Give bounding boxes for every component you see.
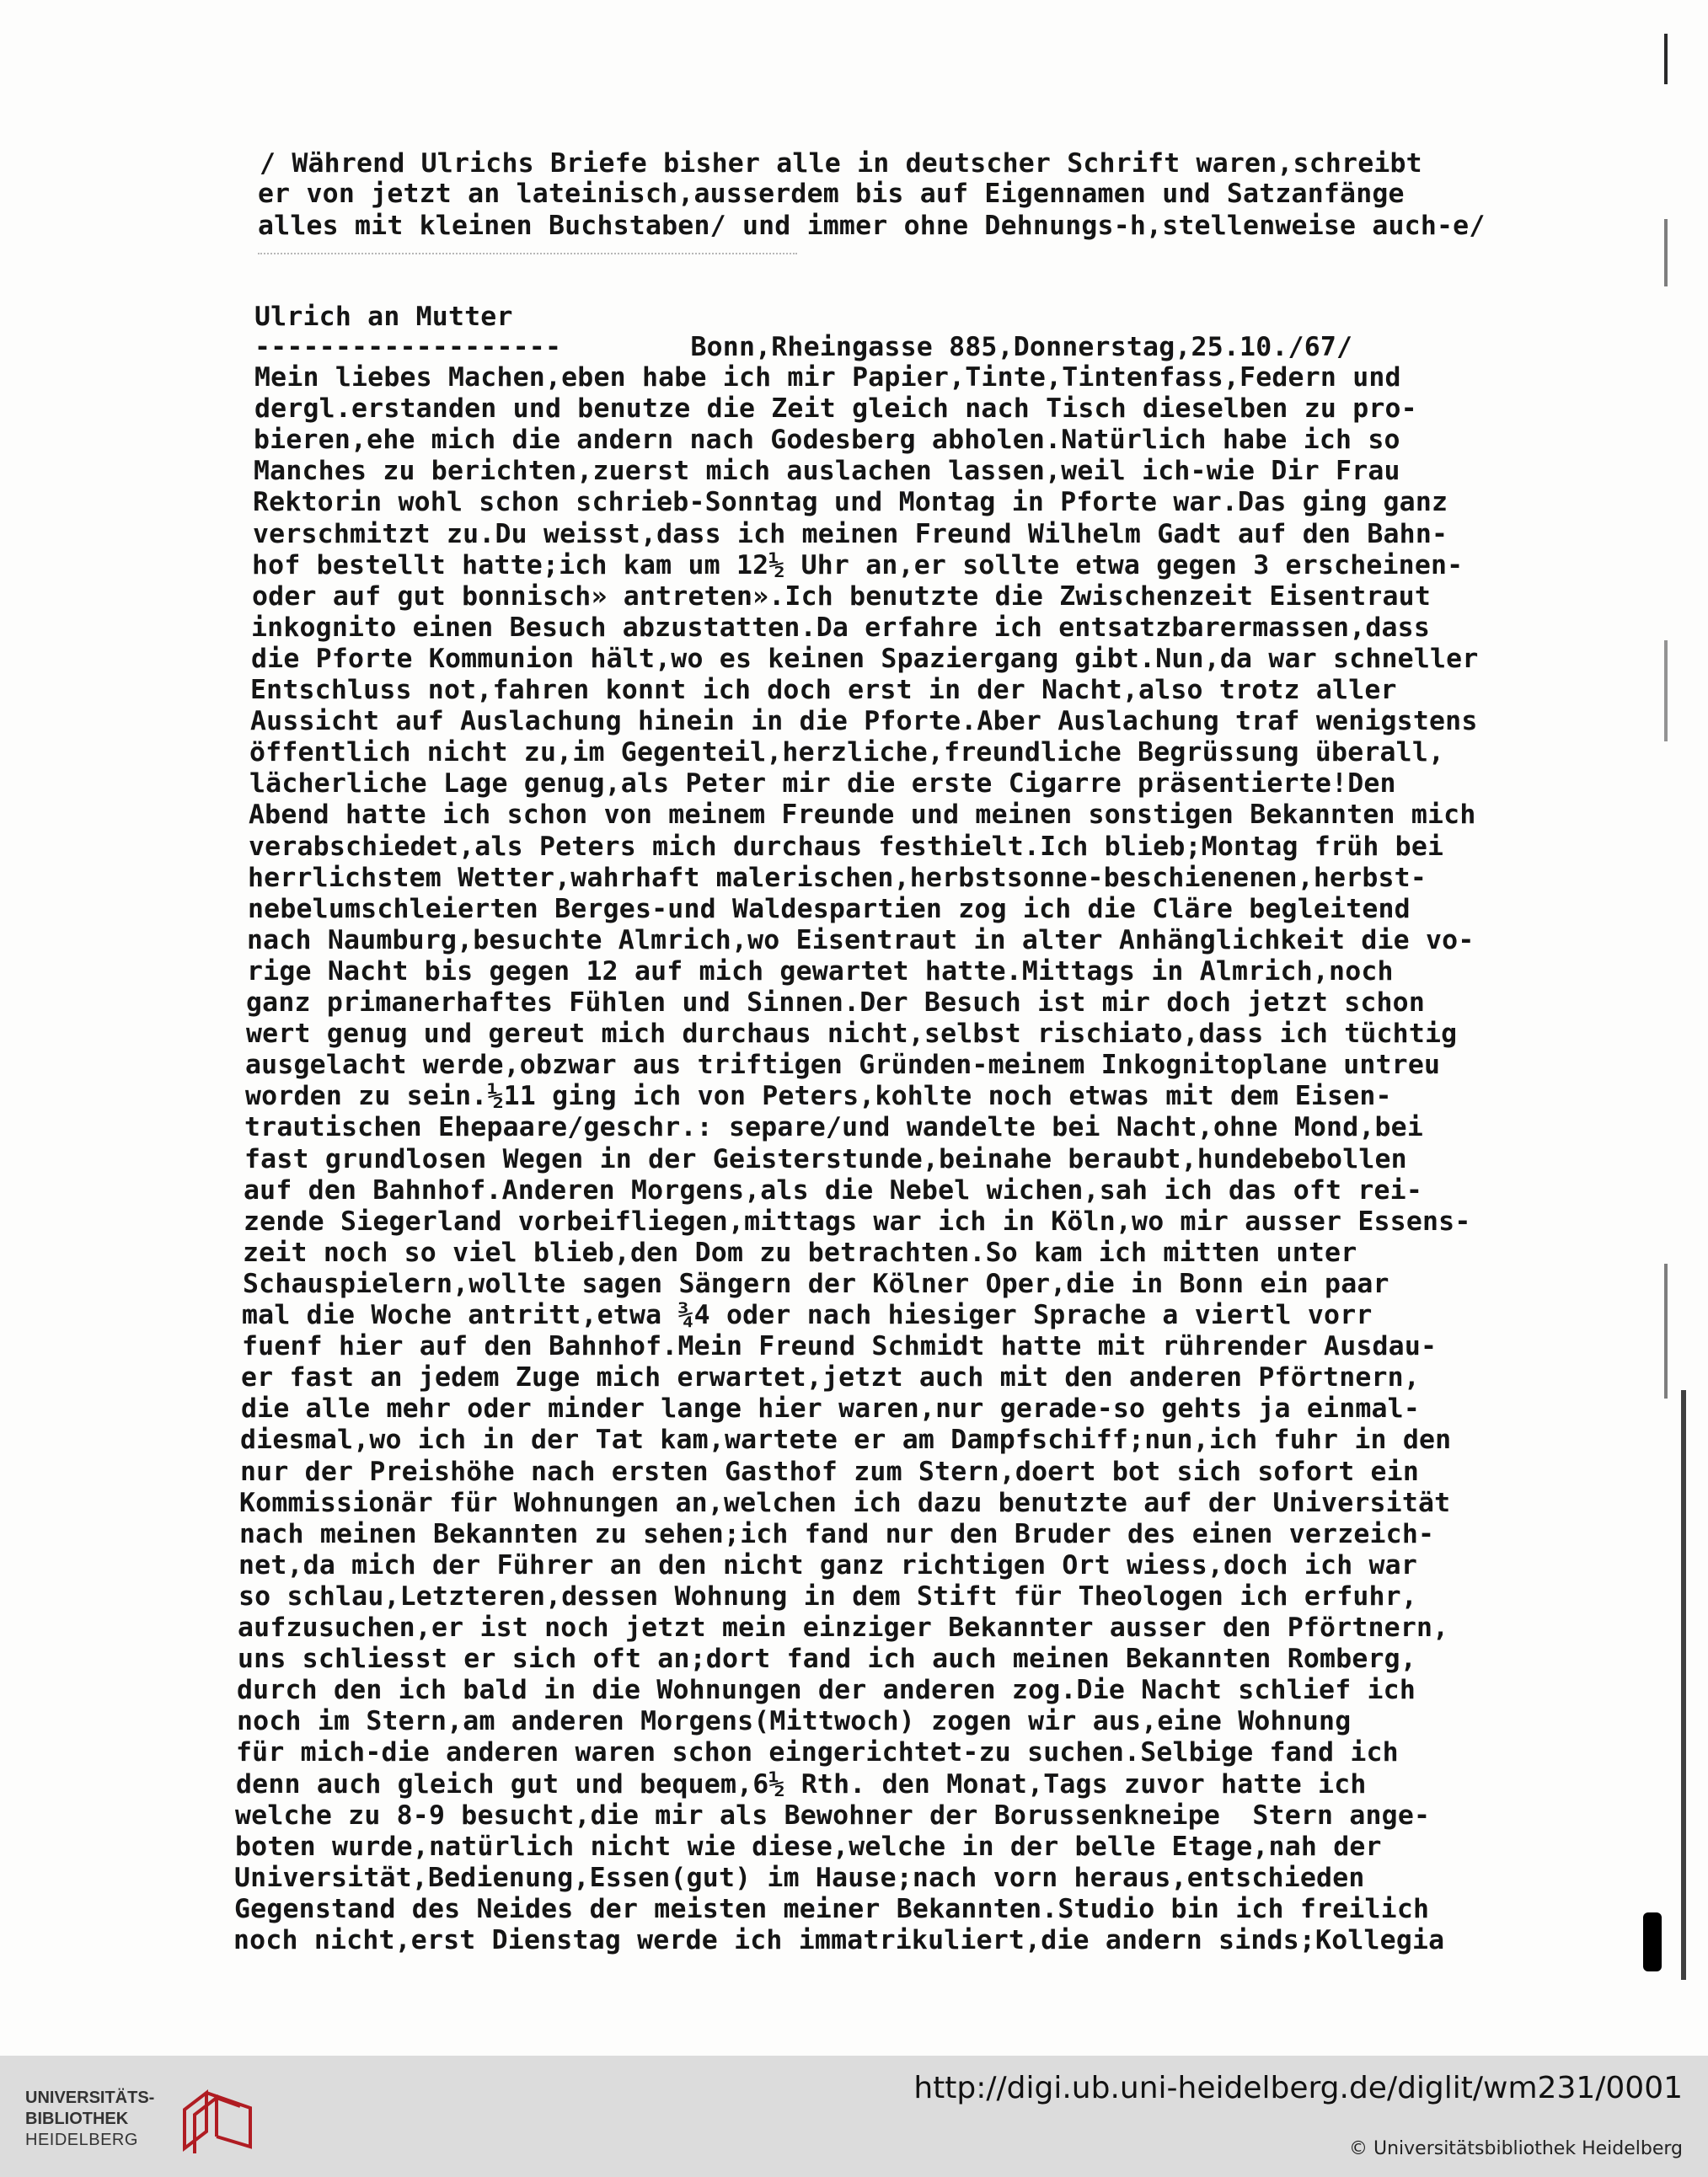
library-logo xyxy=(25,2083,244,2158)
typescript-line: nach Naumburg,besuchte Almrich,wo Eisentraut in alter Anhänglichkeit die vo- xyxy=(247,925,1475,955)
typescript-line: Ulrich an Mutter xyxy=(254,302,513,332)
typescript-line: fuenf hier auf den Bahnhof.Mein Freund Schmidt hatte mit rührender Ausdau- xyxy=(242,1331,1438,1361)
typescript-line: Universität,Bedienung,Essen(gut) im Hause;nach vorn heraus,entschieden xyxy=(234,1863,1365,1893)
typescript-line: fast grundlosen Wegen in der Geisterstunde,beinahe beraubt,hundebebollen xyxy=(244,1144,1407,1174)
typescript-line: zeit noch so viel blieb,den Dom zu betrachten.So kam ich mitten unter xyxy=(243,1238,1357,1268)
typescript-line: auf den Bahnhof.Anderen Morgens,als die Nebel wichen,sah ich das oft rei- xyxy=(244,1175,1423,1206)
typescript-line: verschmitzt zu.Du weisst,dass ich meinen Freund Wilhelm Gadt auf den Bahn- xyxy=(253,519,1448,549)
typescript-line: noch im Stern,am anderen Morgens(Mittwoch) zogen wir aus,eine Wohnung xyxy=(237,1706,1352,1736)
typescript-line: die Pforte Kommunion hält,wo es keinen Spaziergang gibt.Nun,da war schneller xyxy=(251,644,1479,674)
typescript-line: ausgelacht werde,obzwar aus triftigen Gründen-meinem Inkognitoplane untreu xyxy=(245,1050,1441,1080)
typescript-line: alles mit kleinen Buchstaben/ und immer ohne Dehnungs-h,stellenweise auch-e/ xyxy=(258,211,1486,241)
typescript-line: welche zu 8-9 besucht,die mir als Bewohner der Borussenkneipe Stern ange- xyxy=(235,1800,1431,1831)
footer-bar xyxy=(0,2056,1708,2177)
typescript-line: nach meinen Bekannten zu sehen;ich fand nur den Bruder des einen verzeich- xyxy=(239,1519,1435,1549)
typescript-line: zende Siegerland vorbeifliegen,mittags war ich in Köln,wo mir ausser Essens- xyxy=(244,1206,1471,1237)
typescript-line: Gegenstand des Neides der meisten meiner Bekannten.Studio bin ich freilich xyxy=(234,1894,1430,1924)
typescript-line: worden zu sein.½11 ging ich von Peters,kohlte noch etwas mit dem Eisen- xyxy=(245,1081,1392,1111)
typescript-line: oder auf gut bonnisch» antreten».Ich benutzte die Zwischenzeit Eisentraut xyxy=(252,581,1432,612)
typescript-line: ------------------- Bonn,Rheingasse 885,Donnerstag,25.10./67/ xyxy=(254,332,1353,362)
typescript-line: bieren,ehe mich die andern nach Godesberg abholen.Natürlich habe ich so xyxy=(254,425,1400,455)
typescript-line: trautischen Ehepaare/geschr.: separe/und wandelte bei Nacht,ohne Mond,bei xyxy=(244,1112,1424,1142)
typescript-line: lächerliche Lage genug,als Peter mir die erste Cigarre präsentierte!Den xyxy=(249,768,1396,799)
typescript-line: nur der Preishöhe nach ersten Gasthof zum Stern,doert bot sich sofort ein xyxy=(240,1457,1420,1487)
typescript-line: nebelumschleierten Berges-und Waldespartien zog ich die Cläre begleitend xyxy=(248,894,1411,924)
typescript-line: noch nicht,erst Dienstag werde ich immatrikuliert,die andern sinds;Kollegia xyxy=(233,1925,1445,1955)
typescript-line: herrlichstem Wetter,wahrhaft malerischen,herbstsonne-beschienenen,herbst- xyxy=(248,863,1427,893)
typescript-line: er von jetzt an lateinisch,ausserdem bis auf Eigennamen und Satzanfänge xyxy=(258,179,1405,209)
typescript-line: Schauspielern,wollte sagen Sängern der Kölner Oper,die in Bonn ein paar xyxy=(243,1269,1389,1299)
typescript-line: verabschiedet,als Peters mich durchaus festhielt.Ich blieb;Montag früh bei xyxy=(249,832,1444,862)
typescript-line: Manches zu berichten,zuerst mich auslachen lassen,weil ich-wie Dir Frau xyxy=(254,456,1400,486)
typescript-line: mal die Woche antritt,etwa ¾4 oder nach hiesiger Sprache a viertl vorr xyxy=(242,1300,1373,1330)
typescript-line: aufzusuchen,er ist noch jetzt mein einziger Bekannter ausser den Pförtnern, xyxy=(238,1613,1449,1643)
typescript-line: für mich-die anderen waren schon eingerichtet-zu suchen.Selbige fand ich xyxy=(236,1737,1399,1768)
typescript-line: hof bestellt hatte;ich kam um 12½ Uhr an,er sollte etwa gegen 3 erscheinen- xyxy=(252,550,1464,580)
typescript-line: wert genug und gereut mich durchaus nicht,selbst rischiato,dass ich tüchtig xyxy=(246,1019,1458,1049)
typescript-line: Abend hatte ich schon von meinem Freunde und meinen sonstigen Bekannten mich xyxy=(249,800,1476,830)
typescript-line: Kommissionär für Wohnungen an,welchen ich dazu benutzte auf der Universität xyxy=(239,1488,1451,1518)
typescript-line: rige Nacht bis gegen 12 auf mich gewartet hatte.Mittags in Almrich,noch xyxy=(247,956,1394,987)
typescript-line: uns schliesst er sich oft an;dort fand ich auch meinen Bekannten Romberg, xyxy=(238,1644,1417,1674)
logo-line-1: UNIVERSITÄTS- xyxy=(25,2089,155,2107)
typescript-line: net,da mich der Führer an den nicht ganz richtigen Ort wiess,doch ich war xyxy=(238,1550,1418,1581)
logo-line-2: BIBLIOTHEK xyxy=(25,2110,129,2128)
typescript-line: denn auch gleich gut und bequem,6½ Rth. den Monat,Tags zuvor hatte ich xyxy=(236,1769,1367,1800)
source-url[interactable]: http://digi.ub.uni-heidelberg.de/diglit/wm231/0001 xyxy=(913,2071,1683,2105)
typescript-line: Rektorin wohl schon schrieb-Sonntag und Montag in Pforte war.Das ging ganz xyxy=(253,487,1448,517)
typescript-line: ganz primanerhaftes Fühlen und Sinnen.Der Besuch ist mir doch jetzt schon xyxy=(246,987,1426,1018)
copyright-notice: © Universitätsbibliothek Heidelberg xyxy=(1348,2138,1683,2159)
typescript-line: / Während Ulrichs Briefe bisher alle in deutscher Schrift waren,schreibt xyxy=(260,148,1422,179)
typescript-line: Entschluss not,fahren konnt ich doch erst in der Nacht,also trotz aller xyxy=(250,675,1397,705)
typescript-line: boten wurde,natürlich nicht wie diese,welche in der belle Etage,nah der xyxy=(235,1832,1382,1862)
typescript-line: Mein liebes Machen,eben habe ich mir Papier,Tinte,Tintenfass,Federn und xyxy=(254,362,1401,393)
typescript-line: so schlau,Letzteren,dessen Wohnung in dem Stift für Theologen ich erfuhr, xyxy=(238,1581,1418,1612)
typescript-line: er fast an jedem Zuge mich erwartet,jetzt auch mit den anderen Pförtnern, xyxy=(241,1362,1421,1393)
typescript-line: die alle mehr oder minder lange hier waren,nur gerade-so gehts ja einmal- xyxy=(241,1393,1421,1424)
typescript-line: dergl.erstanden und benutze die Zeit gleich nach Tisch dieselben zu pro- xyxy=(254,393,1417,424)
library-logo-icon xyxy=(173,2083,265,2158)
typescript-line: öffentlich nicht zu,im Gegenteil,herzliche,freundliche Begrüssung überall, xyxy=(249,737,1445,768)
typescript-line: durch den ich bald in die Wohnungen der anderen zog.Die Nacht schlief ich xyxy=(237,1675,1416,1705)
typescript-line: Aussicht auf Auslachung hinein in die Pforte.Aber Auslachung traf wenigstens xyxy=(250,706,1478,736)
typescript-line: inkognito einen Besuch abzustatten.Da erfahre ich entsatzbarermassen,dass xyxy=(251,612,1431,643)
typescript-line: diesmal,wo ich in der Tat kam,wartete er am Dampfschiff;nun,ich fuhr in den xyxy=(240,1425,1452,1455)
logo-line-3: HEIDELBERG xyxy=(25,2131,138,2149)
